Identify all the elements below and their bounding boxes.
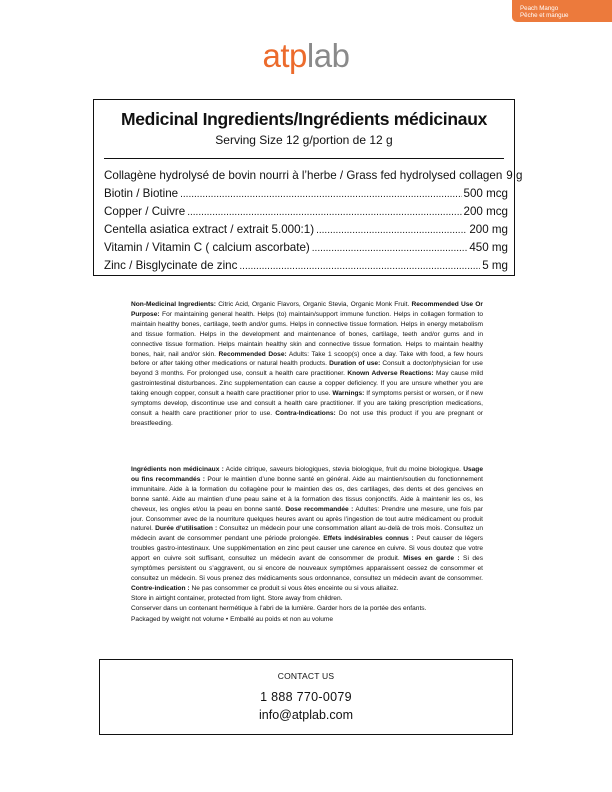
section-text: Acide citrique, saveurs biologiques, stevia biologique, fruit du moine biologique. xyxy=(223,466,464,473)
ingredient-row xyxy=(104,205,508,223)
section-text: Citric Acid, Organic Flavors, Organic Stevia, Organic Monk Fruit. xyxy=(216,301,412,308)
dot-leader xyxy=(187,207,461,218)
ingredient-row xyxy=(104,259,508,277)
section-label: Contra-Indications: xyxy=(275,409,336,417)
contact-email[interactable]: info@atplab.com xyxy=(259,708,353,722)
section-text: If symptoms persist or worsen, or if new symptoms develop, discontinue use and consult a health care practitioner. If you are taking prescription medications, consult a health care practitioner prior to use. xyxy=(131,390,483,417)
section-label: Recommended Use Or Purpose: xyxy=(131,301,483,318)
section-label: Dose recommandée : xyxy=(285,505,354,513)
ingredient-amount: 200 mg xyxy=(469,223,508,236)
english-label-text xyxy=(131,300,483,429)
ingredient-name: Vitamin / Vitamin C ( calcium ascorbate) xyxy=(104,241,310,254)
ingredient-amount: 450 mg xyxy=(469,241,508,254)
section-label: Duration of use: xyxy=(329,360,381,368)
storage-notes xyxy=(131,594,491,625)
flavor-tag xyxy=(512,0,612,22)
section-text: Pour le maintien d’une bonne santé en général. Aide au maintien/soutien du fonctionnement immunitaire. Aide à la formation du collagène pour le maintien des os, des cartilages, des dents et des gencives en bonne santé. Aide au maintien d’une peau saine et à la formation des tissus conjonctifs. Aide à maintenir les os, les cheveux, les ongles et/ou la peau en bonne santé. xyxy=(131,475,483,513)
contact-label: CONTACT US xyxy=(277,671,335,681)
ingredient-amount: 200 mcg xyxy=(463,205,508,218)
ingredient-amount: 9 g xyxy=(506,169,523,182)
divider-rule xyxy=(104,158,504,159)
storage-line: Store in airtight container, protected from light. Store away from children. xyxy=(131,595,343,602)
section-label: Usage ou fins recommandés : xyxy=(131,466,483,483)
section-label: Known Adverse Reactions: xyxy=(347,370,434,378)
section-label: Effets indésirables connus : xyxy=(323,535,414,543)
section-text: Ne pas consommer ce produit si vous êtes enceinte ou si vous allaitez. xyxy=(189,584,399,592)
logo-part-lab: lab xyxy=(306,37,350,74)
ingredient-name: Copper / Cuivre xyxy=(104,205,186,218)
section-label: Warnings: xyxy=(332,390,365,398)
section-label: Durée d’utilisation : xyxy=(155,525,218,533)
section-text: Peut causer de légers troubles gastro-intestinaux. Une supplémentation en zinc peut causer une carence en cuivre. Si vous doutez que votre apport en cuivre soit suffisant, consultez un médecin avant de consommer de produit. xyxy=(131,535,484,563)
section-text: Si des symptômes persistent ou s’aggravent, ou si encore de nouveaux symptômes apparaissent cessez de consommer et consultez un médecin. Si vous prenez des médicaments sous ordonnance, consultez un médecin avant de consommer. xyxy=(131,555,483,582)
section-text: Do not use this product if you are pregnant or breastfeeding. xyxy=(131,409,484,427)
dot-leader xyxy=(180,189,461,200)
section-label: Ingrédients non médicinaux : xyxy=(131,466,224,473)
section-text: Adults: Take 1 scoop(s) once a day. Take with food, a few hours before or after taking other medications or natural health products. xyxy=(131,350,483,368)
logo-part-atp: atp xyxy=(262,37,307,74)
medicinal-ingredients-box xyxy=(93,99,523,276)
dot-leader xyxy=(312,243,468,254)
section-label: Contre-indication : xyxy=(131,584,190,592)
ingredient-name: Centella asiatica extract / extrait 5.000:1) xyxy=(104,223,315,236)
section-label: Recommended Dose: xyxy=(218,350,287,358)
ingredient-row xyxy=(104,223,508,241)
serving-size: Serving Size 12 g/portion de 12 g xyxy=(215,133,393,147)
flavor-tag-line2: Pêche et mangue xyxy=(520,12,569,19)
section-text: Adultes: Prendre une mesure, une fois par jour. Consommer avec de la nourriture quelques heures avant ou après l’ingestion de tout autre médicament ou produit naturel. xyxy=(131,505,483,533)
contact-box xyxy=(99,659,513,735)
dot-leader xyxy=(316,225,467,236)
flavor-tag-line1: Peach Mango xyxy=(520,5,559,12)
ingredient-name: Collagène hydrolysé de bovin nourri à l’herbe / Grass fed hydrolysed collagen xyxy=(104,169,503,182)
ingredient-row xyxy=(104,169,523,187)
ingredient-name: Biotin / Biotine xyxy=(104,187,179,200)
dot-leader xyxy=(239,261,480,272)
brand-logo xyxy=(0,36,612,76)
ingredient-amount: 500 mcg xyxy=(463,187,508,200)
contact-phone[interactable]: 1 888 770-0079 xyxy=(260,690,352,704)
storage-line: Packaged by weight not volume • Emballé au poids et non au volume xyxy=(131,615,334,623)
section-label: Non-Medicinal Ingredients: xyxy=(131,301,217,308)
french-label-text xyxy=(131,465,483,594)
ingredient-name: Zinc / Bisglycinate de zinc xyxy=(104,259,238,272)
ingredient-list xyxy=(104,169,523,277)
section-text: For maintaining general health. Helps (to) maintain/support immune function. Helps in collagen formation to maintain healthy bones, cartilage, teeth and/or gums. Helps in connective tissue formation. Helps in energy metabolism and tissue formation. Helps in the development and maintenance of bones, cartilage, teeth and/or gums and in connective tissue formation. Helps maintain healthy skin and connective tissue formation. Helps to maintain healthy bones, hair, nail and/or skin. xyxy=(131,310,483,358)
medicinal-title: Medicinal Ingredients/Ingrédients médicinaux xyxy=(120,109,488,129)
storage-line: Conserver dans un contenant hermétique à l’abri de la lumière. Garder hors de la portée des enfants. xyxy=(131,605,427,613)
ingredient-row xyxy=(104,241,508,259)
section-text: May cause mild gastrointestinal disturbances. Zinc supplementation can cause a copper deficiency. If you are unsure whether you are taking enough copper, consult a health care practitioner prior to use. xyxy=(131,370,483,398)
section-label: Mises en garde : xyxy=(403,555,460,563)
ingredient-row xyxy=(104,187,508,205)
section-text: Consultez un médecin pour une consommation allant au-delà de trois mois. Consultez un médecin avant de consommer pendant une période prolongée. xyxy=(131,525,484,543)
ingredient-amount: 5 mg xyxy=(482,259,508,272)
section-text: Consult a doctor/physician for use beyond 3 months. For prolonged use, consult a health care practitioner. xyxy=(131,360,483,378)
